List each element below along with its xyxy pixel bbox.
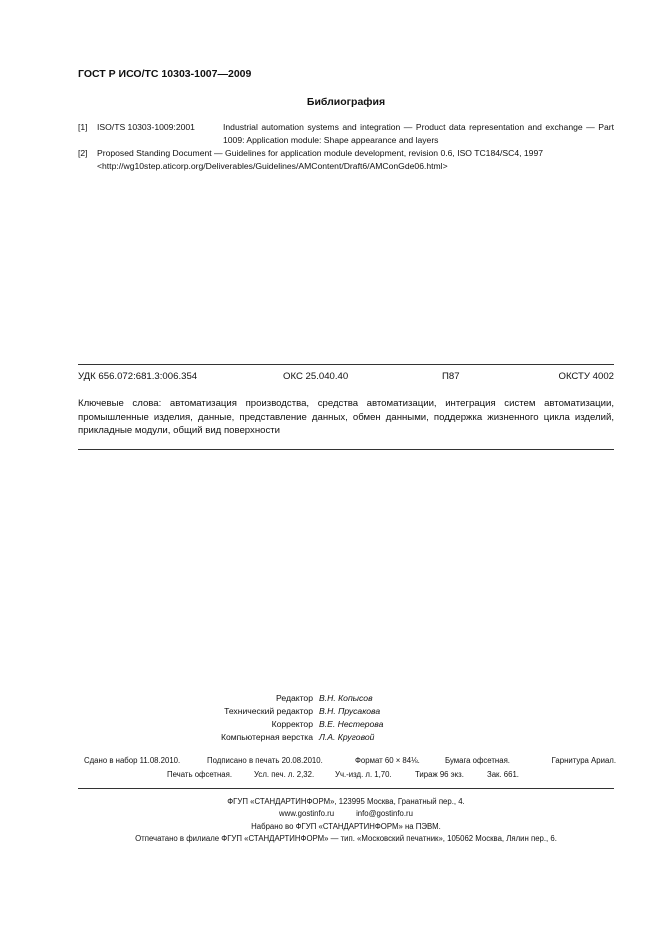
print-type: Печать офсетная. — [167, 770, 233, 779]
credit-name: В.Е. Нестерова — [319, 719, 384, 729]
reference-1 — [78, 121, 614, 147]
classification-row — [78, 371, 614, 385]
printed-note: Отпечатано в филиале ФГУП «СТАНДАРТИНФОРМ» — тип. «Московский печатник», 105062 Москва, Лялин пер., 6. — [135, 833, 557, 843]
reference-2 — [78, 147, 614, 173]
signed-date: Подписано в печать 20.08.2010. — [207, 756, 323, 765]
printing-info-line-1 — [78, 756, 614, 768]
standard-code: ГОСТ Р ИСО/ТС 10303-1007—2009 — [78, 68, 252, 80]
credit-name: В.Н. Копысов — [319, 693, 373, 703]
credit-proofreader — [78, 718, 614, 731]
credit-editor — [78, 692, 614, 705]
reference-description: Proposed Standing Document — Guidelines for application module development, revision 0.6, ISO TC184/SC4, 1997 — [97, 148, 544, 158]
credit-role: Корректор — [271, 719, 313, 729]
keywords: Ключевые слова: автоматизация производства, средства автоматизации, интеграция систем автоматизации, промышленные изделия, данные, представление данных, обмен данными, поддержка жизненного цикла изделий, прикладные модули, общий вид поверхности — [78, 398, 614, 436]
print-run: Тираж 96 экз. — [415, 770, 464, 779]
reference-description: Industrial automation systems and integration — Product data representation and exchange — Part 1009: Application module: Shape appearance and layers — [223, 122, 614, 145]
credit-name: В.Н. Прусакова — [319, 706, 381, 716]
bibliography-title: Библиография — [306, 96, 386, 108]
credit-layout — [78, 731, 614, 744]
divider-top — [78, 364, 614, 365]
udk-code: УДК 656.072:681.3:006.354 — [78, 371, 198, 382]
publisher-website: www.gostinfo.ru — [279, 809, 335, 819]
reference-text — [97, 147, 614, 173]
credit-role: Компьютерная верстка — [220, 732, 313, 742]
divider-bottom — [78, 449, 614, 450]
reference-number: [1] — [78, 122, 88, 132]
p-code: П87 — [442, 371, 460, 382]
printing-info-line-2 — [78, 770, 614, 782]
credit-name: Л.А. Круговой — [319, 732, 375, 742]
sheets: Усл. печ. л. 2,32. — [254, 770, 315, 779]
typeset-note: Набрано во ФГУП «СТАНДАРТИНФОРМ» на ПЭВМ. — [251, 821, 441, 831]
publisher-email: info@gostinfo.ru — [356, 809, 413, 819]
okstu-code: ОКСТУ 4002 — [558, 371, 614, 382]
format: Формат 60 × 84⅛. — [355, 756, 420, 765]
paper: Бумага офсетная. — [445, 756, 510, 765]
typeset-date: Сдано в набор 11.08.2010. — [84, 756, 181, 765]
publishing-sheets: Уч.-изд. л. 1,70. — [335, 770, 392, 779]
reference-number: [2] — [78, 148, 88, 158]
publisher-address: ФГУП «СТАНДАРТИНФОРМ», 123995 Москва, Гранатный пер., 4. — [227, 797, 465, 806]
credits — [78, 692, 614, 744]
reference-code: ISO/TS 10303-1009:2001 — [97, 122, 195, 132]
typeface: Гарнитура Ариал. — [551, 756, 616, 765]
reference-url: <http://wg10step.aticorp.org/Deliverables/Guidelines/AMContent/Draft6/AMConGde06.html> — [97, 161, 448, 171]
order-number: Зак. 661. — [487, 770, 519, 779]
credit-tech-editor — [78, 705, 614, 718]
credit-role: Редактор — [276, 693, 313, 703]
oks-code: ОКС 25.040.40 — [283, 371, 349, 382]
divider-publisher — [78, 788, 614, 789]
publisher-info — [78, 796, 614, 845]
credit-role: Технический редактор — [224, 706, 313, 716]
publisher-contacts — [78, 808, 614, 820]
